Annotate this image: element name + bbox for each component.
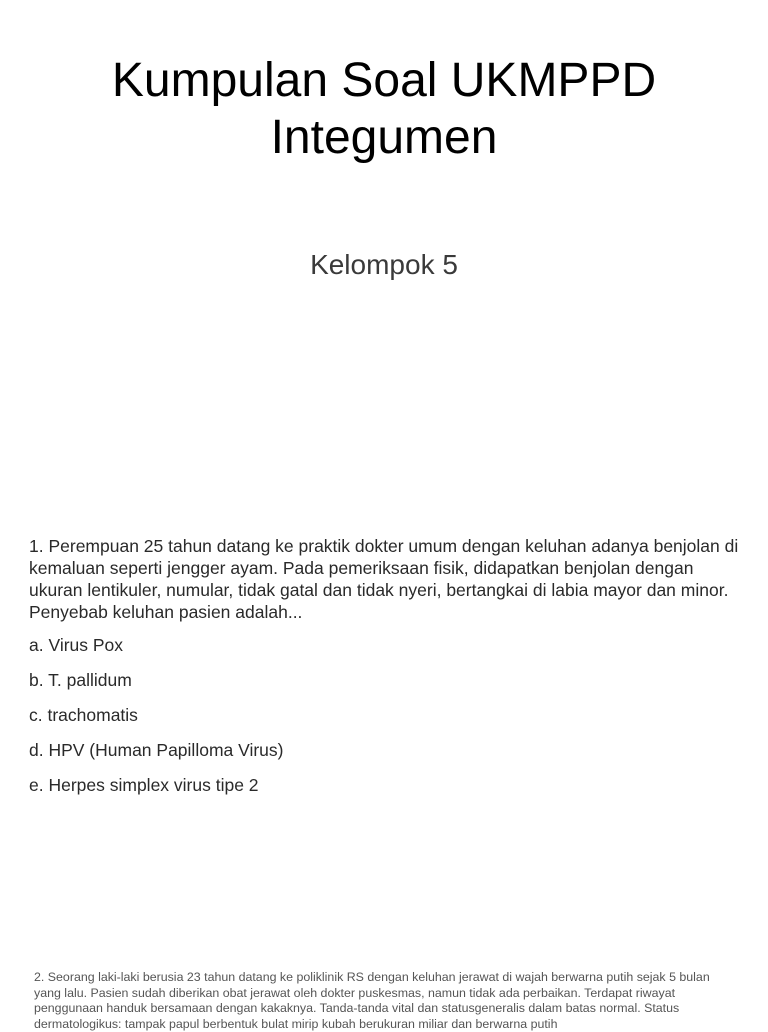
title-line-2: Integumen xyxy=(270,111,498,164)
title-line-1: Kumpulan Soal UKMPPD xyxy=(111,54,657,107)
document-title xyxy=(40,52,728,166)
question-1-options xyxy=(29,634,741,809)
document-subtitle: Kelompok 5 xyxy=(310,249,458,280)
option-a: a. Virus Pox xyxy=(29,635,124,655)
option-c: c. trachomatis xyxy=(29,705,138,725)
option-b: b. T. pallidum xyxy=(29,670,132,690)
question-2-text: 2. Seorang laki-laki berusia 23 tahun datang ke poliklinik RS dengan keluhan jerawat di wajah berwarna putih sejak 5 bulan yang lalu. Pasien sudah diberikan obat jerawat oleh dokter puskesmas, namun tidak ada perbaikan. Terdapat riwayat penggunaan handuk bersamaan dengan kakaknya. Tanda-tanda vital dan statusgeneralis dalam batas normal. Status dermatologikus: tampak papul berbentuk bulat mirip kubah berukuran miliar dan berwarna putih xyxy=(34,970,710,1031)
option-e: e. Herpes simplex virus tipe 2 xyxy=(29,775,259,795)
question-1-text: 1. Perempuan 25 tahun datang ke praktik dokter umum dengan keluhan adanya benjolan di kemaluan seperti jengger ayam. Pada pemeriksaan fisik, didapatkan benjolan dengan ukuran lentikuler, numular, tidak gatal dan tidak nyeri, bertangkai di labia mayor dan minor. Penyebab keluhan pasien adalah... xyxy=(29,536,739,622)
option-d: d. HPV (Human Papilloma Virus) xyxy=(29,740,284,760)
